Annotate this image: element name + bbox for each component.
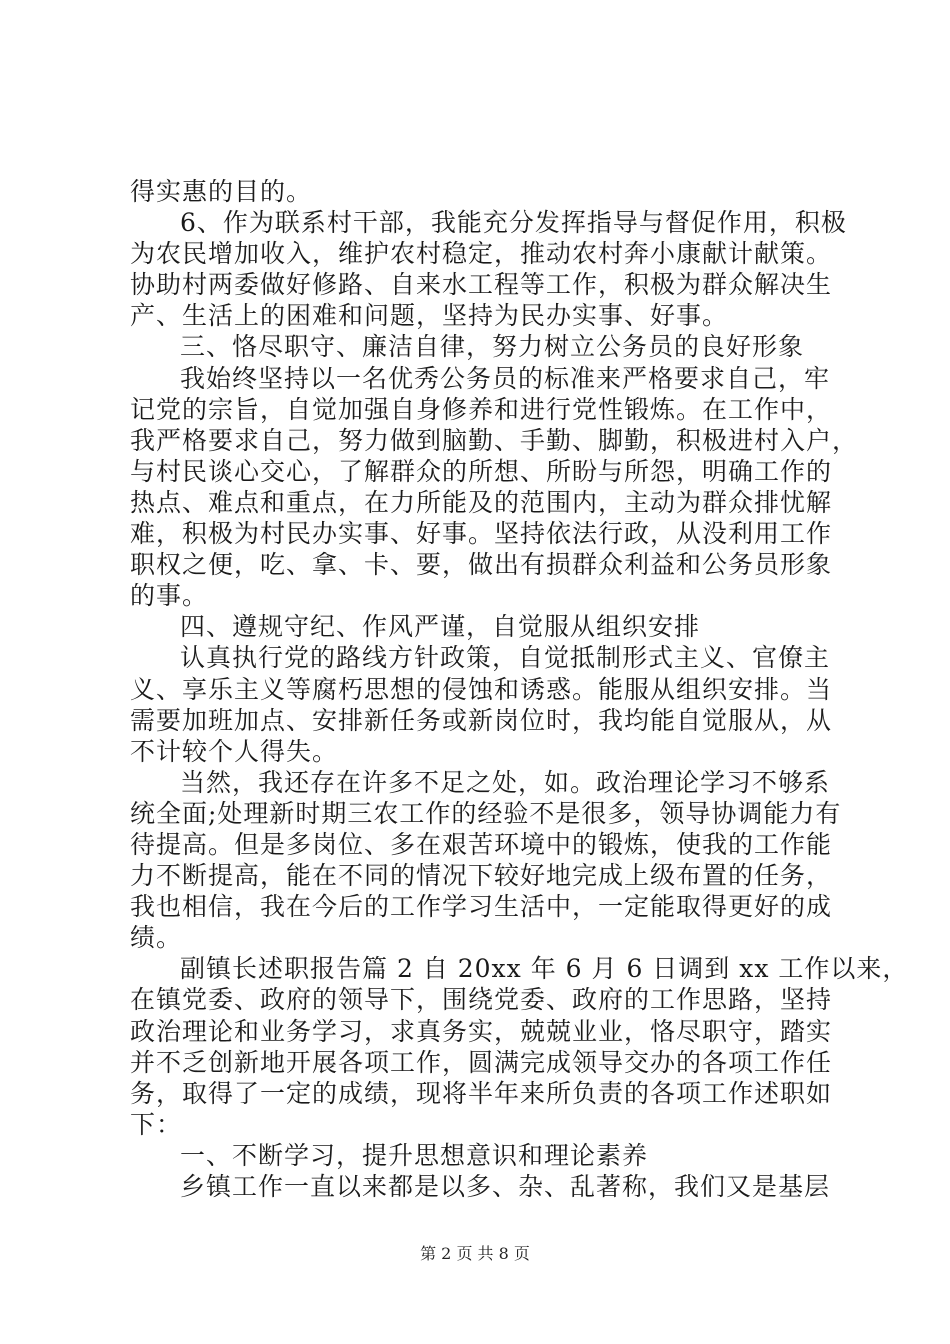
text-line: 副镇长述职报告篇 2 自 20xx 年 6 月 6 日调到 xx 工作以来， (180, 954, 909, 983)
text-line: 乡镇工作一直以来都是以多、杂、乱著称，我们又是基层 (180, 1172, 831, 1201)
text-line: 我严格要求自己，努力做到脑勤、手勤、脚勤，积极进村入户， (130, 426, 859, 455)
text-line: 认真执行党的路线方针政策，自觉抵制形式主义、官僚主 (180, 643, 831, 672)
text-line: 6、作为联系村干部，我能充分发挥指导与督促作用，积极 (180, 208, 847, 237)
text-line: 并不乏创新地开展各项工作，圆满完成领导交办的各项工作任 (130, 1048, 833, 1077)
text-line: 义、享乐主义等腐朽思想的侵蚀和诱惑。能服从组织安排。当 (130, 675, 833, 704)
section-heading: 四、遵规守纪、作风严谨，自觉服从组织安排 (180, 612, 701, 641)
text-line: 绩。 (130, 923, 183, 952)
text-line: 为农民增加收入，维护农村稳定，推动农村奔小康献计献策。 (130, 239, 833, 268)
text-line: 的事。 (130, 581, 209, 610)
text-line: 难，积极为村民办实事、好事。坚持依法行政，从没利用工作 (130, 519, 833, 548)
text-line: 政治理论和业务学习，求真务实，兢兢业业，恪尽职守，踏实 (130, 1017, 833, 1046)
text-line: 力不断提高，能在不同的情况下较好地完成上级布置的任务， (130, 861, 833, 890)
text-line: 待提高。但是多岗位、多在艰苦环境中的锻炼，使我的工作能 (130, 830, 833, 859)
text-line: 与村民谈心交心，了解群众的所想、所盼与所怨，明确工作的 (130, 457, 833, 486)
section-heading: 三、恪尽职守、廉洁自律，努力树立公务员的良好形象 (180, 332, 805, 361)
text-line: 当然，我还存在许多不足之处，如。政治理论学习不够系 (180, 768, 831, 797)
text-line: 我也相信，我在今后的工作学习生活中，一定能取得更好的成 (130, 892, 833, 921)
text-line: 产、生活上的困难和问题，坚持为民办实事、好事。 (130, 301, 729, 330)
text-line: 协助村两委做好修路、自来水工程等工作，积极为群众解决生 (130, 270, 833, 299)
text-line: 下： (130, 1110, 183, 1139)
text-line: 记党的宗旨，自觉加强自身修养和进行党性锻炼。在工作中， (130, 395, 833, 424)
text-line: 职权之便，吃、拿、卡、要，做出有损群众利益和公务员形象 (130, 550, 833, 579)
text-line: 我始终坚持以一名优秀公务员的标准来严格要求自己，牢 (180, 364, 831, 393)
text-line: 务，取得了一定的成绩，现将半年来所负责的各项工作述职如 (130, 1079, 833, 1108)
text-line: 统全面;处理新时期三农工作的经验不是很多，领导协调能力有 (130, 799, 842, 828)
text-line: 热点、难点和重点，在力所能及的范围内，主动为群众排忧解 (130, 488, 833, 517)
text-line: 得实惠的目的。 (130, 177, 313, 206)
text-line: 在镇党委、政府的领导下，围绕党委、政府的工作思路，坚持 (130, 985, 833, 1014)
text-line: 不计较个人得失。 (130, 737, 339, 766)
text-line: 需要加班加点、安排新任务或新岗位时，我均能自觉服从，从 (130, 706, 833, 735)
section-heading: 一、不断学习，提升思想意识和理论素养 (180, 1141, 649, 1170)
page-footer: 第 2 页 共 8 页 (420, 1244, 530, 1263)
